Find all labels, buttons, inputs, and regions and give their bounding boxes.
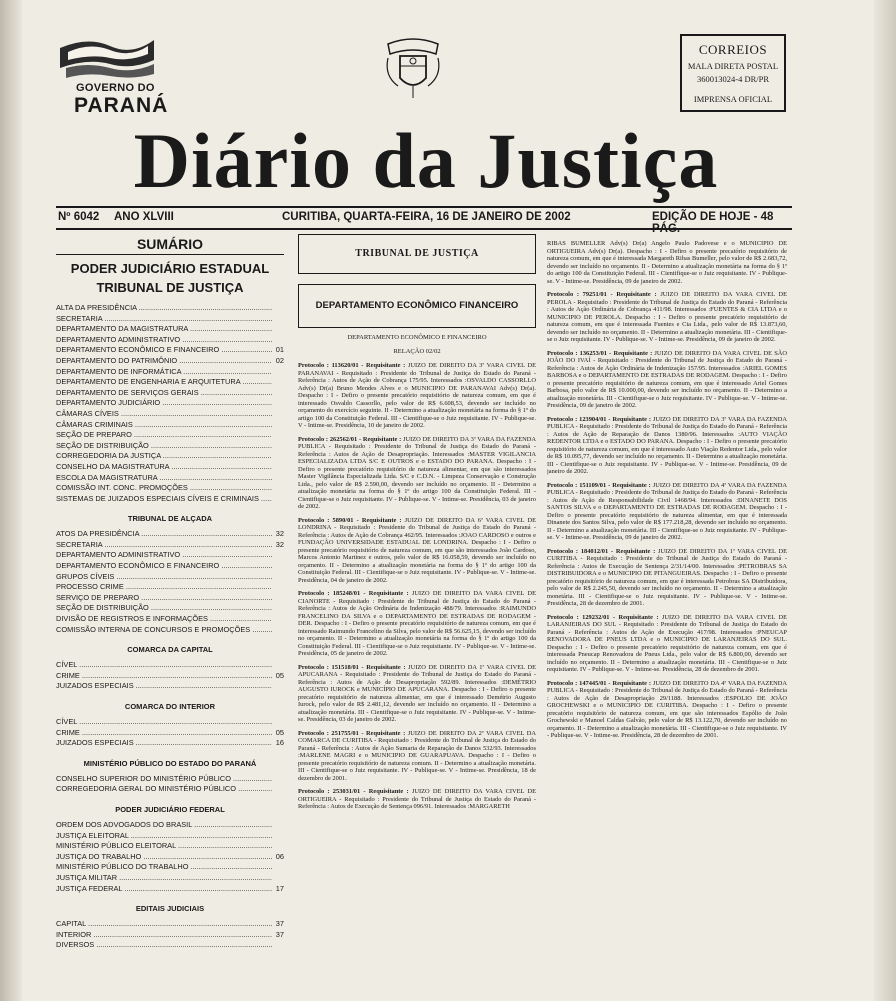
toc-row [56,681,284,692]
toc-page [272,494,284,505]
protocol-body: JUIZO DE DIREITO DA 3ª VARA DA FAZENDA PUBLICA - Requisitado : Presidente do Tribunal de Justiça do Estado do Paraná - Referência : Autos de Ação de Desapropriação. Interessados :MASTER VIGILANCIA ESPECIALIZADA LTDA S/C E OUTROS e o ESTADO DO PARANA. Despacho : I - Defiro o presente precatório requisitório de natureza alimentar, em que são interessados Master Vigilância Especializada Ltda. S/C e C.D.N. - Limpeza Conservação e Construção Ltda., pelo valor de R$ 2.590,00, devendo ser incluído no orçamento. II - Determino a atualização monetária na forma do § 1º do artigo 100 da Constituição Federal. III - Cientifique-se o Juiz requisitante. IV - Publique-se. V - Intime-se. Presidência, 03 de janeiro de 2002. [298,435,536,510]
protocol-entry [547,291,787,344]
toc-label: CONSELHO SUPERIOR DO MINISTÉRIO PÚBLICO ..... [56,774,272,785]
toc-page: 32 [275,529,284,539]
section-box-tribunal: TRIBUNAL DE JUSTIÇA [298,234,536,274]
toc-page [272,572,284,583]
toc-label: SEÇÃO DE DISTRIBUIÇÃO ..... [56,441,272,452]
toc-label: DEPARTAMENTO DE INFORMÁTICA ..... [56,367,272,378]
toc-row [56,884,284,895]
protocol-body: JUIZO DE DIREITO DA 6ª VARA CIVEL DE LONDRINA - Requisitado : Presidente do Tribunal de Justiça do Estado do Paraná - Referência : Autos de Ação de Cobrança 462/95. Interessados :JOAO CARDOSO e outros e FUNDAÇÃO UNIVERSIDADE ESTADUAL DE LONDRINA. Despacho : I - Defiro o presente precatório requisitório de natureza comum, em que são interessados João Cardoso, Marcos Antonio Martinez e outros, pelo valor de R$ 16.058,59, devendo ser incluído no orçamento. II - Determino a atualização monetária na forma do § 1º do artigo 100 da Constituição Federal. III - Cientifique-se o Juiz requisitante. IV - Publique-se. V - Intime-se. Presidência, 04 de janeiro de 2002. [298,516,536,584]
toc-label: CORREGEDORIA DA JUSTIÇA ..... [56,451,272,462]
toc-label: CÍVEL ..... [56,660,272,671]
toc-row [56,784,284,795]
section-box-department: DEPARTAMENTO ECONÔMICO FINANCEIRO [298,284,536,328]
toc-page [272,862,284,873]
protocol-head: Protocolo : 123904/01 - Requisitante : [547,415,651,423]
toc-row [56,473,284,484]
toc-label: COMISSÃO INT. CONC. PROMOÇÕES ..... [56,483,272,494]
toc-page [272,303,284,314]
protocol-body: JUIZO DE DIREITO DA VARA CIVEL DE SÃO JOÃO DO IVAÍ - Requisitado : Presidente do Tribunal de Justiça do Estado do Paraná - Referência : Autos de Ação Ordinária de Indenização 157/95. Interessados :ARIEL GOMES BARBOSA e o DEPARTAMENTO DE ESTRADAS DE RODAGEM. Despacho : I - Defiro o presente precatório requisitório de natureza comum, em que é interessado Ariel Gomes Barbosa, pelo valor de R$ 10.000,00, devendo ser incluído no orçamento. II - Determino a atualização monetária. III - Cientifique-se o Juiz requisitante. IV - Publique-se. V - Intime-se. Presidência, 09 de janeiro de 2002. [547,349,787,409]
governo-parana-logo [58,34,168,116]
toc-label: ALTA DA PRESIDÊNCIA ..... [56,303,272,314]
toc-page [272,388,284,399]
toc-label: DEPARTAMENTO DE SERVIÇOS GERAIS ..... [56,388,272,399]
toc-heading-pjf: PODER JUDICIÁRIO FEDERAL [115,804,225,814]
page-gutter-right [874,0,896,1001]
toc-row [56,852,284,863]
toc-group-pjf [56,820,284,894]
protocol-list-middle [298,362,536,811]
toc-label: CÍVEL ..... [56,717,272,728]
toc-label: JUIZADOS ESPECIAIS ..... [56,681,272,692]
toc-page [272,441,284,452]
toc-row [56,717,284,728]
protocol-entry [298,436,536,511]
toc-row [56,398,284,409]
protocol-body: JUIZO DE DIREITO DA VARA CIVEL DE ORTIGUEIRA - Requisitado : Presidente do Tribunal de Justiça do Estado do Paraná - Referência : Autos de Execução de Sentença 096/91. Interessados :MARGARETH [298,788,536,810]
toc-page: 37 [275,929,284,939]
toc-label: ORDEM DOS ADVOGADOS DO BRASIL ..... [56,820,272,831]
toc-label: CÂMARAS CÍVEIS ..... [56,409,272,420]
protocol-body: JUIZO DE DIREITO DA 3ª VARA CIVEL DE PARANAVAI - Requisitado : Presidente do Tribunal de Justiça do Estado do Paraná - Referência : Autos de Ação de Cobrança 175/95. Interessados :OSVALDO CASSORLLO Adv(s) Dr(a) Bruno Mendes Alves e o MUNICIPIO DE PARANAVAI Adv(s) Dr(a). Despacho : I - Defiro o presente precatório requisitório de natureza comum, em que é interessado Osvaldo Cassorllo, pelo valor de R$ 6.608,53, devendo ser incluído no orçamento do exercício seguinte. II - Determino a atualização monetária na forma do § 1º do artigo 100 da Constituição Federal. III - Cientifique-se o Juiz requisitante. IV - Publique-se. V - Intime-se. Presidência, 10 de janeiro de 2002. [298,362,536,429]
toc-label: SEÇÃO DE DISTRIBUIÇÃO ..... [56,603,272,614]
toc-row [56,335,284,346]
toc-label: ATOS DA PRESIDÊNCIA ..... [56,529,272,540]
toc-label: DEPARTAMENTO ECONÔMICO E FINANCEIRO ..... [56,345,272,356]
protocol-head: Protocolo : 253031/01 - Requisitante : [298,788,409,795]
protocol-body: JUIZO DE DIREITO DA VARA CIVEL DE LARANJEIRAS DO SUL - Requisitado : Presidente do Tribunal de Justiça do Estado do Paraná - Referência : Autos de Ação de Execução 417/98. Interessados :PNEUCAP RENOVADORA DE PNEUS LTDA e o MUNICIPIO DE LARANJEIRAS DO SUL. Despacho : I - Defiro o presente precatório requisitório de natureza comum, em que é interessada Pneucap Renovadora de Pneus Ltda., pelo valor de R$ 6.800,00, devendo ser incluído no orçamento. II - Determino a atualização monetária. III - Cientifique-se o Juiz requisitante. IV - Publique-se. V - Intime-se. Presidência, 28 de dezembro de 2001. [547,613,787,673]
toc-label: JUSTIÇA ELEITORAL ..... [56,831,272,842]
protocol-body: JUIZO DE DIREITO DA 3ª VARA DA FAZENDA PUBLICA - Requisitado : Presidente do Tribunal de Justiça do Estado do Paraná - Referência : Autos de Ação de Reparação de Danos 1380/96. Interessados :AUTO VIAÇÃO REDENTOR LTDA e o ESTADO DO PARANA. Despacho : I - Defiro o presente precatório requisitório de natureza comum, em que é interessado Auto Viação Redentor Ltda., pelo valor de R$ 10.095,77, devendo ser incluído no orçamento. II - Determino a atualização monetária. III - Cientifique-se o Juiz requisitante. IV - Publique-se. V - Intime-se. Presidência, 09 de janeiro de 2002. [547,415,787,475]
protocol-head: Protocolo : 184012/01 - Requisitante : [547,547,656,555]
toc-page [272,593,284,604]
toc-label: DEPARTAMENTO ADMINISTRATIVO ..... [56,550,272,561]
toc-row [56,919,284,930]
toc-row [56,451,284,462]
toc-label: SERVIÇO DE PREPARO ..... [56,593,272,604]
toc-row [56,738,284,749]
correios-line3: 360013024-4 DR/PR [696,74,770,84]
toc-label: CONSELHO DA MAGISTRATURA ..... [56,462,272,473]
toc-label: COMISSÃO INTERNA DE CONCURSOS E PROMOÇÕES ..... [56,625,272,636]
toc-row [56,572,284,583]
protocol-entry [547,240,787,285]
toc-label: GRUPOS CÍVEIS ..... [56,572,272,583]
toc-row [56,841,284,852]
toc-page: 16 [275,738,284,748]
correios-stamp [680,34,786,112]
logo-line2: PARANÁ [74,94,169,117]
toc-label: CRIME ..... [56,671,272,682]
toc-page [272,550,284,561]
toc-page [272,409,284,420]
toc-label: DEPARTAMENTO ADMINISTRATIVO ..... [56,335,272,346]
correios-line2: MALA DIRETA POSTAL [687,61,779,71]
toc-page [272,377,284,388]
toc-row [56,873,284,884]
toc-row [56,774,284,785]
toc-page [272,561,284,572]
toc-page [272,398,284,409]
toc-page [272,940,284,951]
toc-row [56,367,284,378]
issue-bar [56,206,792,235]
toc-label: JUSTIÇA FEDERAL ..... [56,884,272,895]
toc-row [56,420,284,431]
toc-row [56,593,284,604]
toc-heading-ta: TRIBUNAL DE ALÇADA [127,514,213,524]
protocol-entry [547,416,787,476]
protocol-body: RIBAS BUMELLER Adv(s) Dr(a) Angelo Paulo Padovese e o MUNICIPIO DE ORTIGUEIRA Adv(s) Dr(a). Despacho : I - Defiro o presente precatório requisitório de natureza comum, em que é interessada Margareth Ribas Bumeller, pelo valor de R$ 2.683,72, devendo ser incluído no orçamento. II - Determino a atualização monetária na forma do § 1º do artigo 100 da Constituição Federal. III - Cientifique-se o Juiz requisitante. IV - Publique-se. V - Intime-se. Presidência, 09 de janeiro de 2002. [547,240,787,285]
toc-row [56,430,284,441]
protocol-body: JUIZO DE DIREITO DA VARA CIVEL DE PEROLA - Requisitado : Presidente do Tribunal de Justiça do Estado do Paraná - Referência : Autos de Ação Ordinária de Cobrança 411/98. Interessados :FUENTES & CIA LTDA e o MUNICIPIO DE PEROLA. Despacho : I - Defiro o presente precatório requisitório de natureza comum, em que é interessada Fuentes e Cia Ltda., pelo valor de R$ 13.873,60, devendo ser incluído no orçamento. II - Determino a atualização monetária. III - Cientifique-se o Juiz requisitante. IV - Publique-se. V - Intime-se. Presidência, 09 de janeiro de 2002. [547,291,787,343]
toc-row [56,625,284,636]
toc-page [272,473,284,484]
toc-page: 02 [275,355,284,365]
toc-row [56,550,284,561]
toc-label: SECRETARIA ..... [56,540,272,551]
toc-page [272,614,284,625]
toc-page [272,820,284,831]
right-column [547,234,787,984]
toc-row [56,930,284,941]
toc-row [56,494,284,505]
toc-label: PROCESSO CRIME ..... [56,582,272,593]
toc-page [272,625,284,636]
toc-label: SECRETARIA ..... [56,314,272,325]
toc-row [56,671,284,682]
toc-page [272,774,284,785]
protocol-body: JUIZO DE DIREITO DA 1ª VARA CIVEL DE APUCARANA - Requisitado : Presidente do Tribunal de Justiça do Estado do Paraná - Referência : Autos de Ação de Desapropriação 592/89. Interessados :DEMÉTRIO AUGUSTO IUROCK e MUNICÍPIO DE APUCARANA. Despacho : I - Defiro o presente precatório requisitório de natureza alimentar, em que é interessado Demétrio Augusto Iurock, pelo valor de R$ 2.481,12, devendo ser incluído no orçamento. II - Determino a atualização monetária. III - Cientifique-se o Juiz requisitante. IV - Publique-se. V - Intime-se. Presidência, 03 de janeiro de 2002. [298,663,536,723]
relation-number: RELAÇÃO 02/02 [393,348,441,355]
toc-page [272,314,284,325]
protocol-body: JUIZO DE DIREITO DA 4ª VARA DA FAZENDA PUBLICA - Requisitado : Presidente do Tribunal de Justiça do Estado do Paraná - Referência : Autos de Ação de Desapropriação 29/1188. Interessados :ESPOLIO DE JOÃO GROCHEWSKI e o MUNICIPIO DE CURITIBA. Despacho : I - Defiro o presente precatório requisitório de natureza comum, em que são interessados Espólio de João Grochewski e Manoel Caldas Galvão, pelo valor de R$ 13.122,70, devendo ser incluído no orçamento. II - Determino a atualização monetária. III - Cientifique-se o Juiz requisitante. IV - Publique-se. V - Intime-se. Presidência, 28 de dezembro de 2001. [547,679,787,739]
toc-group-interior [56,717,284,749]
issue-date: CURITIBA, QUARTA-FEIRA, 16 DE JANEIRO DE 2002 [282,211,571,223]
toc-group-ta [56,529,284,635]
summary-heading-2: TRIBUNAL DE JUSTIÇA [96,280,244,295]
toc-heading-mp: MINISTÉRIO PÚBLICO DO ESTADO DO PARANÁ [83,758,257,768]
protocol-head: Protocolo : 251755/01 - Requisitante : [298,729,406,737]
toc-page: 32 [275,539,284,549]
toc-page: 37 [275,919,284,929]
issue-year: ANO XLVIII [114,211,174,223]
masthead-title: Diário da Justiça [133,117,719,204]
protocol-entry [547,680,787,740]
protocol-entry [547,350,787,410]
toc-label: CRIME ..... [56,728,272,739]
protocol-entry [298,517,536,585]
issue-edition: EDIÇÃO DE HOJE - 48 PÁG. [652,211,774,235]
toc-label: SEÇÃO DE PREPARO ..... [56,430,272,441]
toc-page [272,367,284,378]
protocol-head: Protocolo : 5890/01 - Requisitante : [298,516,402,524]
toc-page: 17 [275,883,284,893]
toc-page [272,335,284,346]
protocol-entry [298,362,536,430]
toc-page: 01 [275,345,284,355]
toc-label: DIVERSOS ..... [56,940,272,951]
protocol-entry [547,482,787,542]
toc-row [56,462,284,473]
protocol-list-right [547,240,787,740]
toc-row [56,940,284,951]
toc-page [272,420,284,431]
toc-page [272,717,284,728]
toc-page: 06 [275,851,284,861]
correios-line4: IMPRENSA OFICIAL [693,94,773,104]
toc-row [56,660,284,671]
toc-page [272,603,284,614]
toc-row [56,409,284,420]
toc-heading-editais: EDITAIS JUDICIAIS [135,904,205,914]
protocol-body: JUIZO DE DIREITO DA VARA CIVEL DE CIANORTE - Requisitado : Presidente do Tribunal de Justiça do Estado do Paraná - Referência : Autos de Ação Ordinária de Indenização 488/79. Interessados :RAIMUNDO FRANCELINO DA SILVA e o DEPARTAMENTO DE ESTRADAS DE RODAGEM - DER. Despacho : I - Defiro o presente precatório requisitório de natureza comum, em que é interessado Raimundo Francelino da Silva, pelo valor de R$ 56.625,15, devendo ser incluído no orçamento. II - Determino a atualização monetária na forma do § 1º do artigo 100 da Constituição Federal. III - Cientifique-se o Juiz requisitante. IV - Publique-se. V - Intime-se. Presidência, 05 de janeiro de 2002. [298,590,536,657]
toc-label: DEPARTAMENTO DA MAGISTRATURA ..... [56,324,272,335]
page-gutter-left [0,0,22,1001]
toc-label: JUSTIÇA DO TRABALHO ..... [56,852,272,863]
toc-row [56,377,284,388]
coat-of-arms-icon [380,36,446,102]
protocol-entry [298,590,536,658]
toc-page [272,324,284,335]
toc-group-mp [56,774,284,795]
toc-page [272,483,284,494]
toc-label: JUSTIÇA MILITAR ..... [56,873,272,884]
toc-row [56,831,284,842]
protocol-head: Protocolo : 262562/01 - Requisitante : [298,435,402,443]
toc-page: 05 [275,727,284,737]
protocol-body: JUIZO DE DIREITO DA 1ª VARA CIVEL DE CURITIBA - Requisitado : Presidente do Tribunal de Justiça do Estado do Paraná - Referência : Autos de Execução de Sentença 2/31/14/00. Interessados :PETROBRAS SA DISTRIBUIDORA e o MUNICIPIO DE PITANGUEIRAS. Despacho : I - Defiro o presente precatório requisitório de natureza comum, em que é interessada Petrobras SA Distribuidora, pelo valor de R$ 2.245,50, devendo ser incluído no orçamento. II - Determino a atualização monetária. III - Cientifique-se o Juiz requisitante. IV - Publique-se. V - Intime-se. Presidência, 28 de dezembro de 2001. [547,547,787,607]
toc-label: SISTEMAS DE JUIZADOS ESPECIAIS CÍVEIS E CRIMINAIS ..... [56,494,272,505]
toc-label: DEPARTAMENTO ECONÔMICO E FINANCEIRO ..... [56,561,272,572]
protocol-entry [547,614,787,674]
summary-heading-1: PODER JUDICIÁRIO ESTADUAL [70,261,270,276]
toc-row [56,561,284,572]
correios-title: CORREIOS [698,42,768,57]
protocol-head: Protocolo : 151518/01 - Requisitante : [298,663,406,671]
toc-row [56,540,284,551]
toc-label: DEPARTAMENTO DE ENGENHARIA E ARQUITETURA ..... [56,377,272,388]
protocol-head: Protocolo : 147445/01 - Requisitante : [547,679,651,687]
toc-label: INTERIOR ..... [56,930,272,941]
toc-page [272,873,284,884]
toc-page [272,462,284,473]
toc-label: DIVISÃO DE REGISTROS E INFORMAÇÕES ..... [56,614,272,625]
protocol-entry [298,788,536,811]
toc-row [56,820,284,831]
protocol-entry [298,730,536,783]
toc-row [56,356,284,367]
protocol-body: JUIZO DE DIREITO DA 4ª VARA DA FAZENDA PUBLICA - Requisitado : Presidente do Tribunal de Justiça do Estado do Paraná - Referência : Autos de Ação de Responsabilidade Civil 1468/94. Interessados :DINANETE DOS SANTOS SILVA e o DEPARTAMENTO DE ESTRADAS DE RODAGEM. Despacho : I - Defiro o presente precatório requisitório de natureza alimentar, em que é interessada Dinanete dos Santos Silva, pelo valor de R$ 177.218,28, devendo ser incluído no orçamento. II - Determino a atualização monetária. III - Cientifique-se o Juiz requisitante. IV - Publique-se. V - Intime-se. Presidência, 09 de janeiro de 2002. [547,481,787,541]
toc-row [56,582,284,593]
toc-row [56,483,284,494]
toc-page [272,582,284,593]
toc-label: JUIZADOS ESPECIAIS ..... [56,738,272,749]
toc-row [56,388,284,399]
toc-page [272,430,284,441]
toc-label: CORREGEDORIA GERAL DO MINISTÉRIO PÚBLICO ..... [56,784,272,795]
toc-page [272,841,284,852]
toc-group-editais [56,919,284,951]
toc-page [272,831,284,842]
toc-label: CÂMARAS CRIMINAIS ..... [56,420,272,431]
toc-label: DEPARTAMENTO JUDICIÁRIO ..... [56,398,272,409]
toc-row [56,728,284,739]
protocol-head: Protocolo : 113620/01 - Requisitante : [298,362,406,369]
protocol-head: Protocolo : 185248/01 - Requisitante : [298,590,409,597]
toc-row [56,303,284,314]
toc-label: ESCOLA DA MAGISTRATURA ..... [56,473,272,484]
toc-row [56,314,284,325]
protocol-head: Protocolo : 129232/01 - Requisitante : [547,613,659,621]
toc-row [56,529,284,540]
toc-group-capital [56,660,284,692]
toc-row [56,614,284,625]
flag-icon [58,34,156,80]
protocol-body: JUIZO DE DIREITO DA 2ª VARA CIVEL DA COMARCA DE CURITIBA - Requisitado : Presidente do Tribunal de Justiça do Estado do Paraná - Referência : Autos de Ação Sumaria de Reparação de Danos 532/93. Interessados :MARLENE MAGRI e o MUNICIPIO DE GUARAPUAVA. Despacho : I - Defiro o presente precatório requisitório de natureza comum. II - Determino a atualização monetária. III - Cientifique-se o Juiz requisitante. IV - Publique-se. V - Intime-se. Presidência, 18 de dezembro de 2001. [298,729,536,782]
protocol-head: Protocolo : 79251/01 - Requisitante : [547,291,657,298]
toc-page [272,681,284,692]
toc-page [272,451,284,462]
toc-row [56,862,284,873]
toc-page [272,784,284,795]
issue-number: Nº 6042 [58,211,100,223]
toc-row [56,603,284,614]
department-subheading: DEPARTAMENTO ECONÔMICO E FINANCEIRO [347,334,487,341]
protocol-entry [547,548,787,608]
summary-column [56,236,284,976]
toc-label: DEPARTAMENTO DO PATRIMÔNIO ..... [56,356,272,367]
toc-label: CAPITAL ..... [56,919,272,930]
toc-label: MINISTÉRIO PÚBLICO ELEITORAL ..... [56,841,272,852]
toc-page [272,660,284,671]
protocol-head: Protocolo : 136253/01 - Requisitante : [547,349,653,357]
toc-heading-capital: COMARCA DA CAPITAL [127,645,213,655]
toc-row [56,324,284,335]
logo-line1: GOVERNO DO [76,82,155,94]
toc-row [56,345,284,356]
toc-row [56,441,284,452]
toc-label: MINISTÉRIO PÚBLICO DO TRABALHO ..... [56,862,272,873]
toc-heading-interior: COMARCA DO INTERIOR [124,702,216,711]
middle-column [298,234,536,984]
summary-title: SUMÁRIO [56,236,284,255]
toc-group-tj [56,303,284,504]
protocol-head: Protocolo : 151109/01 - Requisitante : [547,481,651,489]
toc-page: 05 [275,670,284,680]
protocol-entry [298,664,536,724]
